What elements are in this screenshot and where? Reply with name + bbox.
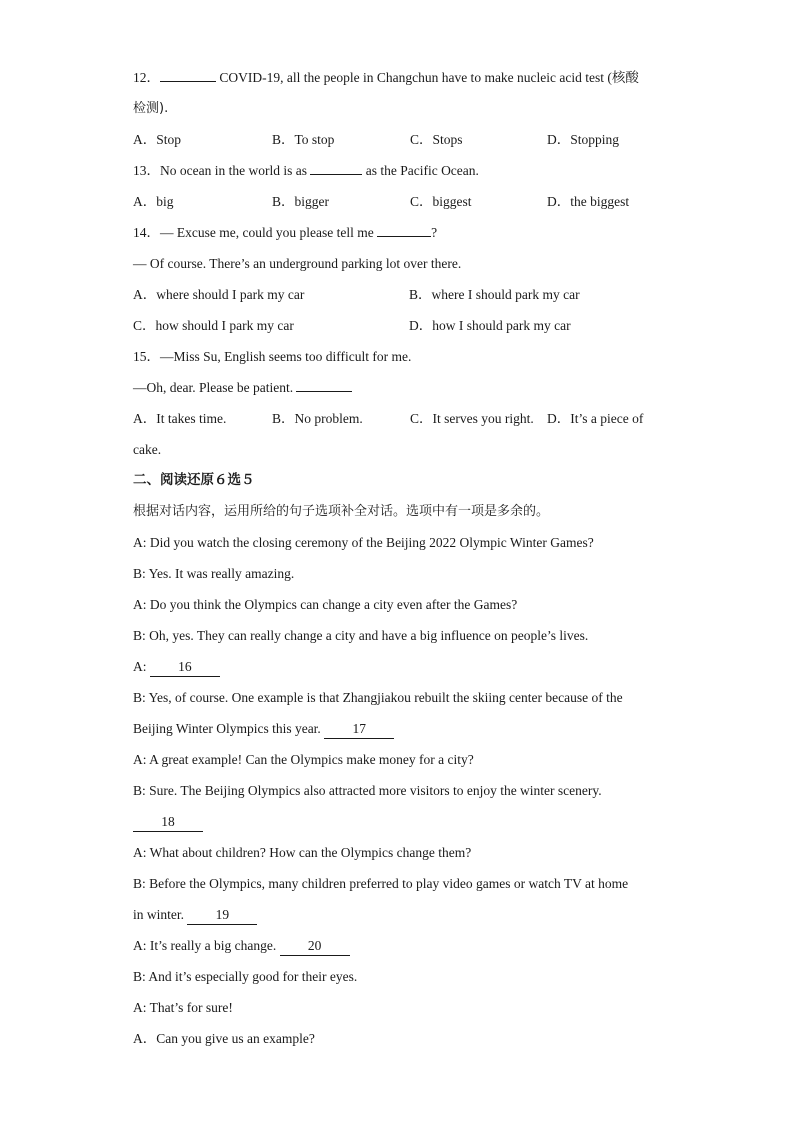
- option-b[interactable]: B．where I should park my car: [409, 287, 580, 302]
- choice-text[interactable]: A．Can you give us an example?: [133, 1031, 315, 1046]
- dialogue-line-5: [133, 651, 663, 682]
- option-a[interactable]: A．Stop: [133, 132, 182, 147]
- answer-blank[interactable]: [296, 373, 352, 392]
- question-text: COVID-19, all the people in Changchun have to make nucleic acid test (核酸: [216, 70, 639, 85]
- dialogue-line-13: [133, 899, 663, 930]
- dialogue-line-1: [133, 527, 663, 558]
- dialogue-line-16: [133, 992, 663, 1023]
- dialogue-line: —Oh, dear. Please be patient.: [133, 380, 297, 395]
- dialogue-text: A: Did you watch the closing ceremony of the Beijing 2022 Olympic Winter Games?: [133, 535, 594, 550]
- dialogue-line-4: [133, 620, 663, 651]
- answer-blank-20[interactable]: 20: [280, 937, 350, 956]
- dialogue-text: B: Yes. It was really amazing.: [133, 566, 295, 581]
- dialogue-line-12: [133, 868, 663, 899]
- question-14-reply: [133, 248, 663, 279]
- answer-blank-16[interactable]: 16: [150, 658, 220, 677]
- dialogue-line-9: [133, 775, 663, 806]
- dialogue-text: B: Before the Olympics, many children preferred to play video games or watch TV at home: [133, 876, 629, 891]
- answer-blank[interactable]: [310, 156, 362, 175]
- dialogue-text: B: And it’s especially good for their eyes.: [133, 969, 358, 984]
- dialogue-text: B: Oh, yes. They can really change a city and have a big influence on people’s lives.: [133, 628, 589, 643]
- option-c[interactable]: C．biggest: [410, 194, 472, 209]
- dialogue-line: —Miss Su, English seems too difficult for me.: [160, 349, 412, 364]
- option-b[interactable]: B．No problem.: [272, 411, 363, 426]
- question-text: ?: [431, 225, 438, 240]
- question-number: 15．: [133, 349, 160, 364]
- option-d[interactable]: D．It’s a piece of: [547, 411, 644, 426]
- dialogue-line-10: [133, 806, 663, 837]
- answer-blank-17[interactable]: 17: [324, 720, 394, 739]
- option-c[interactable]: C．Stops: [410, 132, 463, 147]
- question-15: [133, 341, 663, 372]
- options-12: [133, 124, 663, 155]
- section-title: 二、阅读还原６选５: [133, 472, 255, 488]
- answer-blank-18[interactable]: 18: [133, 813, 203, 832]
- dialogue-text: A: It’s really a big change.: [133, 938, 280, 953]
- options-13: [133, 186, 663, 217]
- dialogue-text: B: Sure. The Beijing Olympics also attracted more visitors to enjoy the winter scenery.: [133, 783, 602, 798]
- exam-page: [133, 62, 663, 1054]
- question-number: 14．: [133, 225, 160, 240]
- question-text: as the Pacific Ocean.: [362, 163, 479, 178]
- dialogue-text: A: That’s for sure!: [133, 1000, 233, 1015]
- option-b[interactable]: B．To stop: [272, 132, 335, 147]
- section-heading: [133, 465, 663, 496]
- option-a[interactable]: A．where should I park my car: [133, 287, 305, 302]
- option-a[interactable]: A．It takes time.: [133, 411, 227, 426]
- options-14-row1: [133, 279, 663, 310]
- option-c[interactable]: C．how should I park my car: [133, 318, 294, 333]
- dialogue-line-14: [133, 930, 663, 961]
- options-15: [133, 403, 663, 434]
- dialogue-line-8: [133, 744, 663, 775]
- question-12: [133, 62, 663, 93]
- option-c[interactable]: C．It serves you right.: [410, 411, 534, 426]
- section-instruction: [133, 496, 663, 527]
- option-d[interactable]: D．the biggest: [547, 194, 630, 209]
- options-14-row2: [133, 310, 663, 341]
- option-d[interactable]: D．Stopping: [547, 132, 620, 147]
- question-text: No ocean in the world is as: [160, 163, 311, 178]
- choice-a: [133, 1023, 663, 1054]
- question-number: 13．: [133, 163, 160, 178]
- dialogue-line-7: [133, 713, 663, 744]
- option-d-continued: cake.: [133, 442, 162, 457]
- dialogue-line-2: [133, 558, 663, 589]
- options-15-cont: [133, 434, 663, 465]
- dialogue-text: A: Do you think the Olympics can change a city even after the Games?: [133, 597, 518, 612]
- question-13: [133, 155, 663, 186]
- option-b[interactable]: B．bigger: [272, 194, 329, 209]
- question-14: [133, 217, 663, 248]
- question-text: — Excuse me, could you please tell me: [160, 225, 378, 240]
- answer-blank[interactable]: [160, 63, 216, 82]
- dialogue-text: in winter.: [133, 907, 188, 922]
- option-a[interactable]: A．big: [133, 194, 174, 209]
- question-12-cont: [133, 93, 663, 124]
- dialogue-line-15: [133, 961, 663, 992]
- dialogue-line-3: [133, 589, 663, 620]
- dialogue-text: Beijing Winter Olympics this year.: [133, 721, 325, 736]
- dialogue-line: — Of course. There’s an underground parking lot over there.: [133, 256, 462, 271]
- question-text: 检测).: [133, 101, 169, 116]
- answer-blank[interactable]: [377, 218, 431, 237]
- question-number: 12．: [133, 70, 160, 85]
- dialogue-text: A: What about children? How can the Olympics change them?: [133, 845, 472, 860]
- answer-blank-19[interactable]: 19: [187, 906, 257, 925]
- question-15-reply: [133, 372, 663, 403]
- dialogue-line-11: [133, 837, 663, 868]
- instruction-text: 根据对话内容，运用所给的句子选项补全对话。选项中有一项是多余的。: [133, 504, 550, 519]
- option-d[interactable]: D．how I should park my car: [409, 318, 571, 333]
- dialogue-text: B: Yes, of course. One example is that Zhangjiakou rebuilt the skiing center because of the: [133, 690, 623, 705]
- dialogue-line-6: [133, 682, 663, 713]
- dialogue-text: A:: [133, 659, 150, 674]
- dialogue-text: A: A great example! Can the Olympics make money for a city?: [133, 752, 474, 767]
